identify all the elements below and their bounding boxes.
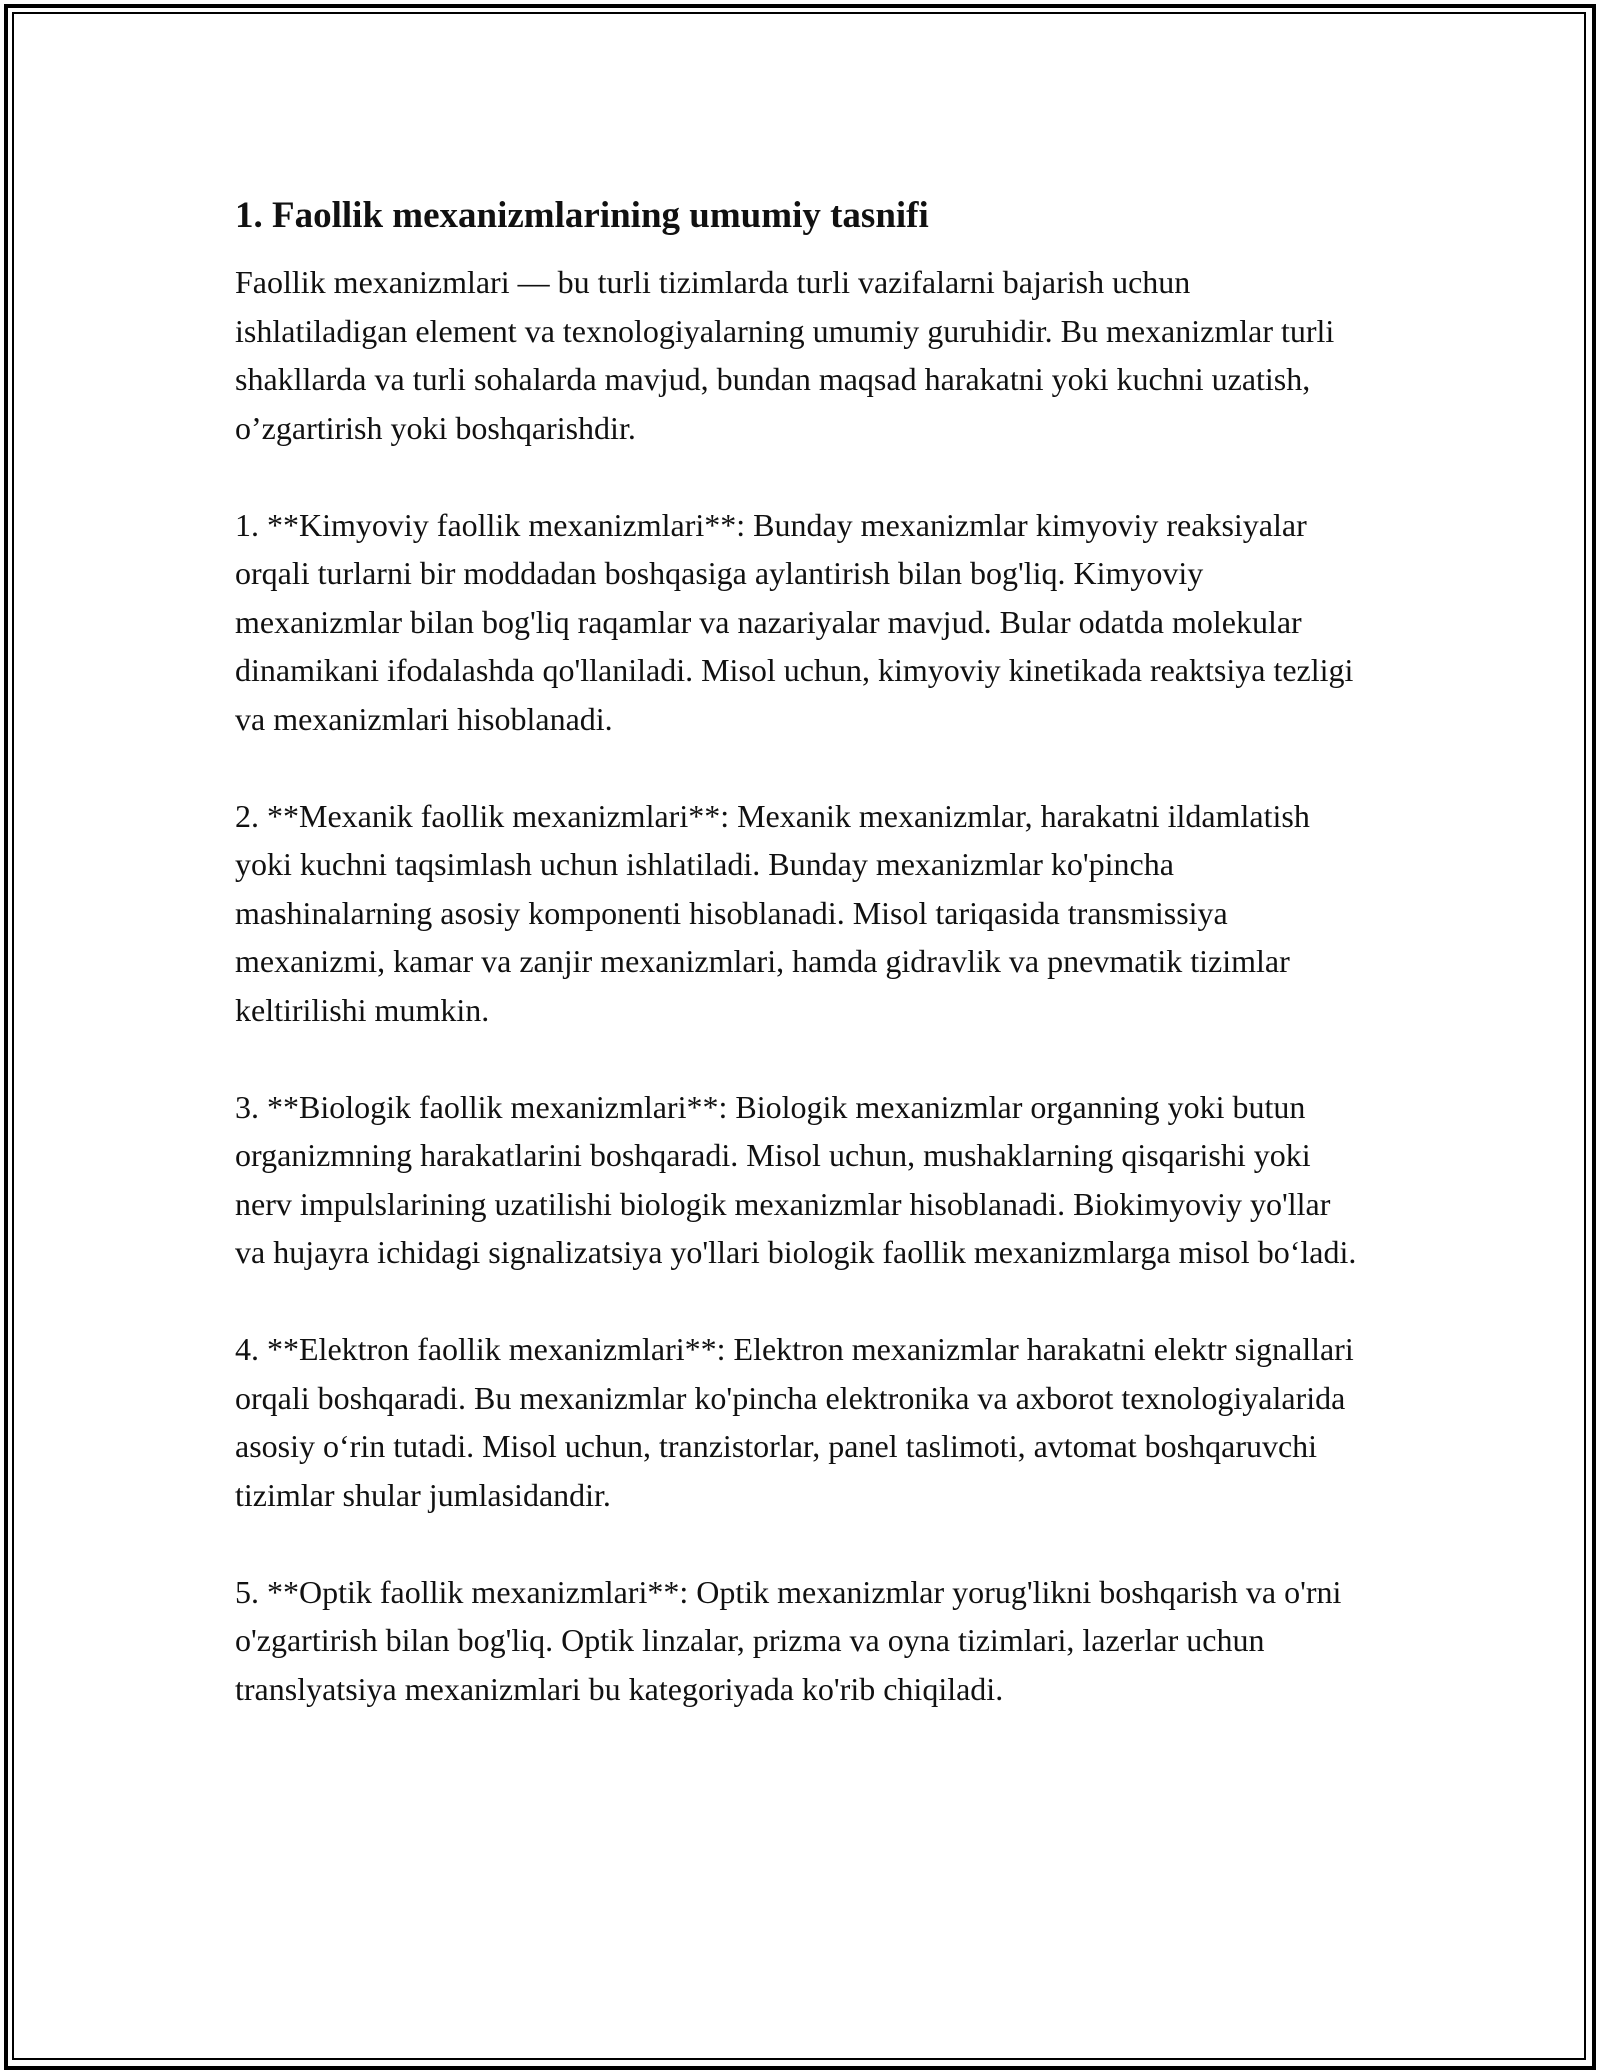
list-item-optical: 5. **Optik faollik mexanizmlari**: Optik mexanizmlar yorug'likni boshqarish va o'rni o'zgartirish bilan bog'liq. Optik linzalar, prizma va oyna tizimlari, lazerlar uchun translyatsiya mexanizmlari bu kategoriyada ko'rib chiqiladi. xyxy=(235,1573,1342,1707)
document-body xyxy=(235,188,1365,1762)
list-item-chemical: 1. **Kimyoviy faollik mexanizmlari**: Bunday mexanizmlar kimyoviy reaksiyalar orqali turlarni bir moddadan boshqasiga aylantirish bilan bog'liq. Kimyoviy mexanizmlar bilan bog'liq raqamlar va nazariyalar mavjud. Bular odatda molekular dinamikani ifodalashda qo'llaniladi. Misol uchun, kimyoviy kinetikada reaktsiya tezligi va mexanizmlari hisoblanadi. xyxy=(235,506,1354,737)
intro-paragraph: Faollik mexanizmlari — bu turli tizimlarda turli vazifalarni bajarish uchun ishlatiladigan element va texnologiyalarning umumiy guruhidir. Bu mexanizmlar turli shakllarda va turli sohalarda mavjud, bundan maqsad harakatni yoki kuchni uzatish, o’zgartirish yoki boshqarishdir. xyxy=(235,264,1335,446)
document-title: 1. Faollik mexanizmlarining umumiy tasnifi xyxy=(235,195,929,236)
list-item-mechanical: 2. **Mexanik faollik mexanizmlari**: Mexanik mexanizmlar, harakatni ildamlatish yoki kuchni taqsimlash uchun ishlatiladi. Bunday mexanizmlar ko'pincha mashinalarning asosiy komponenti hisoblanadi. Misol tariqasida transmissiya mexanizmi, kamar va zanjir mexanizmlari, hamda gidravlik va pnevmatik tizimlar keltirilishi mumkin. xyxy=(235,797,1310,1028)
list-item-biological: 3. **Biologik faollik mexanizmlari**: Biologik mexanizmlar organning yoki butun organizmning harakatlarini boshqaradi. Misol uchun, mushaklarning qisqarishi yoki nerv impulslarining uzatilishi biologik mexanizmlar hisoblanadi. Biokimyoviy yo'llar va hujayra ichidagi signalizatsiya yo'llari biologik faollik mexanizmlarga misol bo‘ladi. xyxy=(235,1088,1357,1270)
list-item-electronic: 4. **Elektron faollik mexanizmlari**: Elektron mexanizmlar harakatni elektr signallari orqali boshqaradi. Bu mexanizmlar ko'pincha elektronika va axborot texnologiyalarida asosiy o‘rin tutadi. Misol uchun, tranzistorlar, panel taslimoti, avtomat boshqaruvchi tizimlar shular jumlasidandir. xyxy=(235,1331,1354,1513)
